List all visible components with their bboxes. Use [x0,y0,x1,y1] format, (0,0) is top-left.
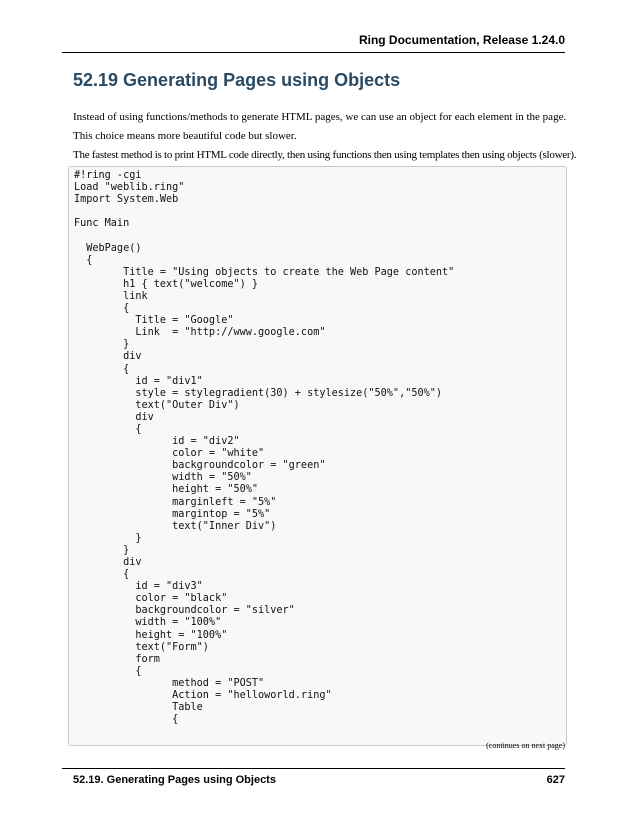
paragraph-2: This choice means more beautiful code but slower. [73,130,297,142]
footer-divider [62,768,565,769]
page-number: 627 [546,774,565,786]
paragraph-1: Instead of using functions/methods to generate HTML pages, we can use an object for each element in the page. [73,111,567,123]
continues-note: (continues on next page) [486,741,565,750]
section-title: 52.19 Generating Pages using Objects [73,70,401,90]
paragraph-3: The fastest method is to print HTML code directly, then using functions then using templates then using objects (slower). [73,149,577,161]
running-header: Ring Documentation, Release 1.24.0 [358,33,565,47]
code-block[interactable] [68,166,567,746]
header-divider [62,52,565,53]
footer-section-name: 52.19. Generating Pages using Objects [73,774,276,786]
code-text[interactable]: #!ring -cgi Load "weblib.ring" Import System.Web Func Main WebPage() { Title = "Using objects to create the Web Page content" h1 { text("welcome") } link { Title = "Google" Link = "http://www.google.com" } div { id = "div1" style = stylegradient(30) + stylesize("50%","50%") text("Outer Div") div { id = "div2" color = "white" backgroundcolor = "green" width = "50%" height = "50%" marginleft = "5%" margintop = "5%" text("Inner Div") } } div { id = "div3" color = "black" backgroundcolor = "silver" width = "100%" height = "100%" text("Form") form { method = "POST" Action = "helloworld.ring" Table { [74,170,455,726]
